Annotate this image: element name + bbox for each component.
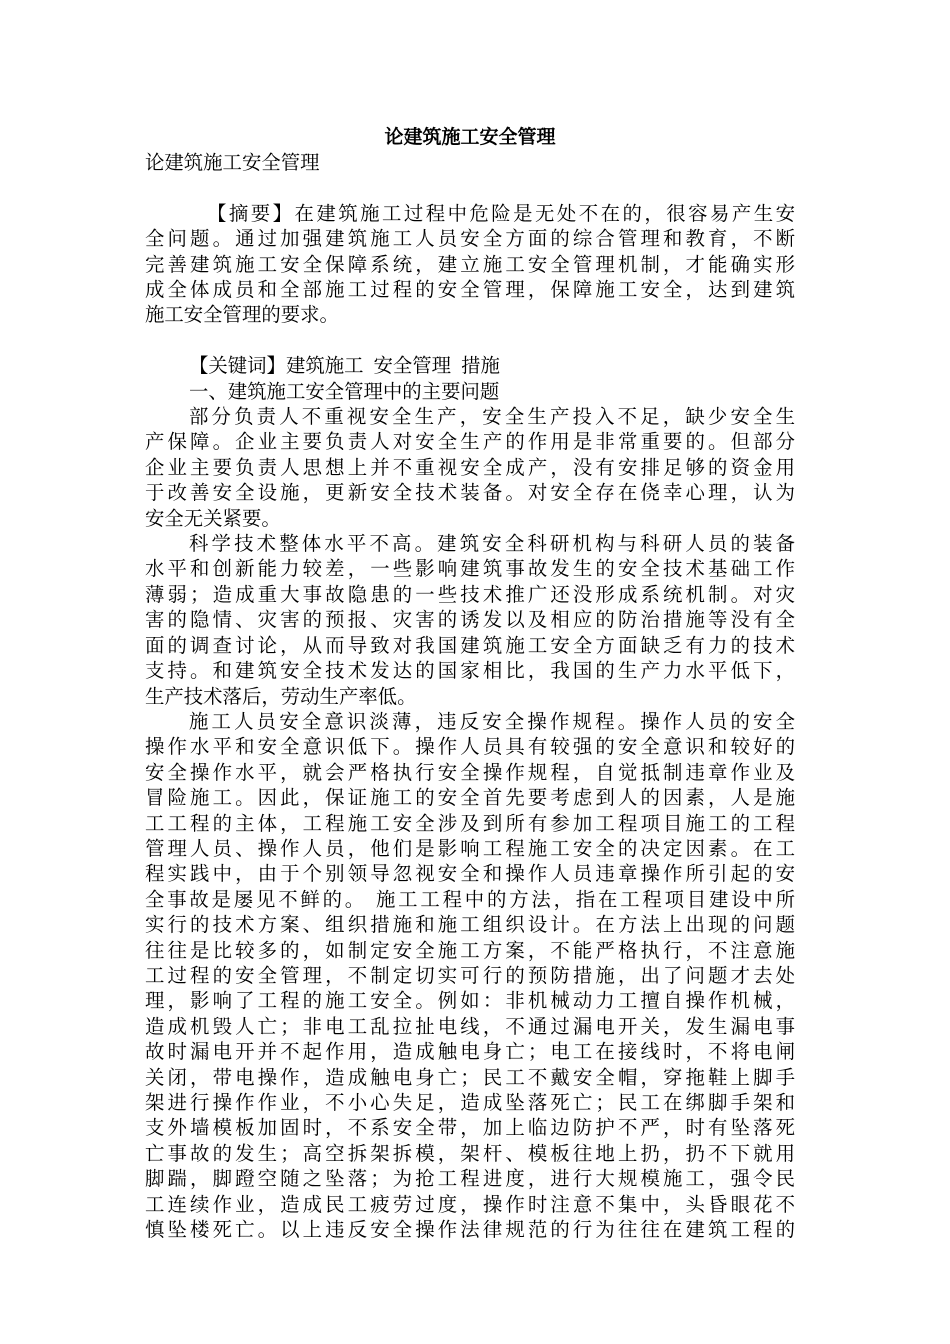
paragraph-line: 害的隐情、灾害的预报、灾害的诱发以及相应的防治措施等没有全 [145,608,795,632]
keywords-label: 【关键词】 [189,354,286,378]
paragraph [145,531,795,709]
abstract-block [145,201,795,328]
abstract-line: 【摘要】在建筑施工过程中危险是无处不在的，很容易产生安 [207,201,795,225]
document-page [145,124,795,1242]
paragraph-line: 施工人员安全意识淡薄，违反安全操作规程。操作人员的安全 [189,709,795,733]
paragraph-line: 安全操作水平，就会严格执行安全操作规程，自觉抵制违章作业及 [145,760,795,784]
paragraph-line: 脚踹，脚蹬空随之坠落；为抢工程进度，进行大规模施工，强令民 [145,1167,795,1191]
paragraph-line: 部分负责人不重视安全生产，安全生产投入不足，缺少安全生 [189,405,795,429]
abstract-line: 全问题。通过加强建筑施工人员安全方面的综合管理和教育，不断 [145,227,795,251]
blank-line [145,175,795,200]
paragraph-line: 造成机毁人亡；非电工乱拉扯电线，不通过漏电开关，发生漏电事 [145,1014,795,1038]
abstract-line: 施工安全管理的要求。 [145,303,339,327]
blank-line [145,328,795,353]
paragraph-line: 理，影响了工程的施工安全。例如：非机械动力工擅自操作机械， [145,989,795,1013]
paragraph-line: 全事故是屡见不鲜的。 施工工程中的方法，指在工程项目建设中所 [145,887,795,911]
paragraph-line: 慎坠楼死亡。以上违反安全操作法律规范的行为往往在建筑工程的 [145,1218,795,1242]
keyword-item: 建筑施工 [285,354,364,378]
paragraph-line: 亡事故的发生；高空拆架拆模，架杆、模板往地上扔，扔不下就用 [145,1141,795,1165]
paragraph-line: 于改善安全设施，更新安全技术装备。对安全存在侥幸心理，认为 [145,481,795,505]
paragraph-line: 管理人员、操作人员，他们是影响工程施工安全的决定因素。在工 [145,836,795,860]
paragraph-line: 产保障。企业主要负责人对安全生产的作用是非常重要的。但部分 [145,430,795,454]
paragraph-line: 薄弱；造成重大事故隐患的一些技术推广还没形成系统机制。对灾 [145,582,795,606]
paragraph-line: 架进行操作作业，不小心失足，造成坠落死亡；民工在绑脚手架和 [145,1091,795,1114]
paragraph-line: 实行的技术方案、组织措施和施工组织设计。在方法上出现的问题 [145,913,795,937]
paragraph [145,709,795,1243]
abstract-line: 完善建筑施工安全保障系统，建立施工安全管理机制，才能确实形 [145,252,795,276]
section-heading: 一、建筑施工安全管理中的主要问题 [189,379,500,403]
paragraph-line: 支外墙模板加固时，不系安全带，加上临边防护不严，时有坠落死 [145,1116,795,1140]
paragraph-line: 操作水平和安全意识低下。操作人员具有较强的安全意识和较好的 [145,735,795,759]
paragraph-line: 冒险施工。因此，保证施工的安全首先要考虑到人的因素，人是施 [145,786,795,810]
paragraph-line: 安全无关紧要。 [145,506,281,530]
paragraph [145,404,795,531]
paragraph-line: 工工程的主体，工程施工安全涉及到所有参加工程项目施工的工程 [145,811,795,835]
paragraph-line: 面的调查讨论，从而导致对我国建筑施工安全方面缺乏有力的技术 [145,633,795,657]
paragraph-line: 关闭，带电操作，造成触电身亡；民工不戴安全帽，穿拖鞋上脚手 [145,1065,795,1089]
paragraph-line: 往往是比较多的，如制定安全施工方案，不能严格执行，不注意施 [145,938,795,962]
paragraph-line: 生产技术落后，劳动生产率低。 [145,684,417,708]
keywords-line [145,353,795,378]
paragraph-line: 程实践中，由于个别领导忽视安全和操作人员违章操作所引起的安 [145,862,795,886]
paragraph-line: 工过程的安全管理，不制定切实可行的预防措施，出了问题才去处 [145,963,795,987]
paragraph-line: 科学技术整体水平不高。建筑安全科研机构与科研人员的装备 [189,532,795,556]
paragraph-line: 企业主要负责人思想上并不重视安全成产，没有安排足够的资金用 [145,455,795,479]
paragraph-line: 支持。和建筑安全技术发达的国家相比，我国的生产力水平低下， [145,659,795,683]
document-title: 论建筑施工安全管理 [384,126,556,148]
keyword-item: 安全管理 [373,354,452,378]
paragraph-line: 故时漏电开并不起作用，造成触电身亡；电工在接线时，不将电闸 [145,1040,795,1064]
abstract-line: 成全体成员和全部施工过程的安全管理，保障施工安全，达到建筑 [145,278,795,302]
paragraph-line: 工连续作业，造成民工疲劳过度，操作时注意不集中，头昏眼花不 [145,1192,795,1216]
document-subtitle: 论建筑施工安全管理 [145,151,320,174]
paragraph-line: 水平和创新能力较差，一些影响建筑事故发生的安全技术基础工作 [145,557,795,581]
keyword-item: 措施 [461,354,500,378]
